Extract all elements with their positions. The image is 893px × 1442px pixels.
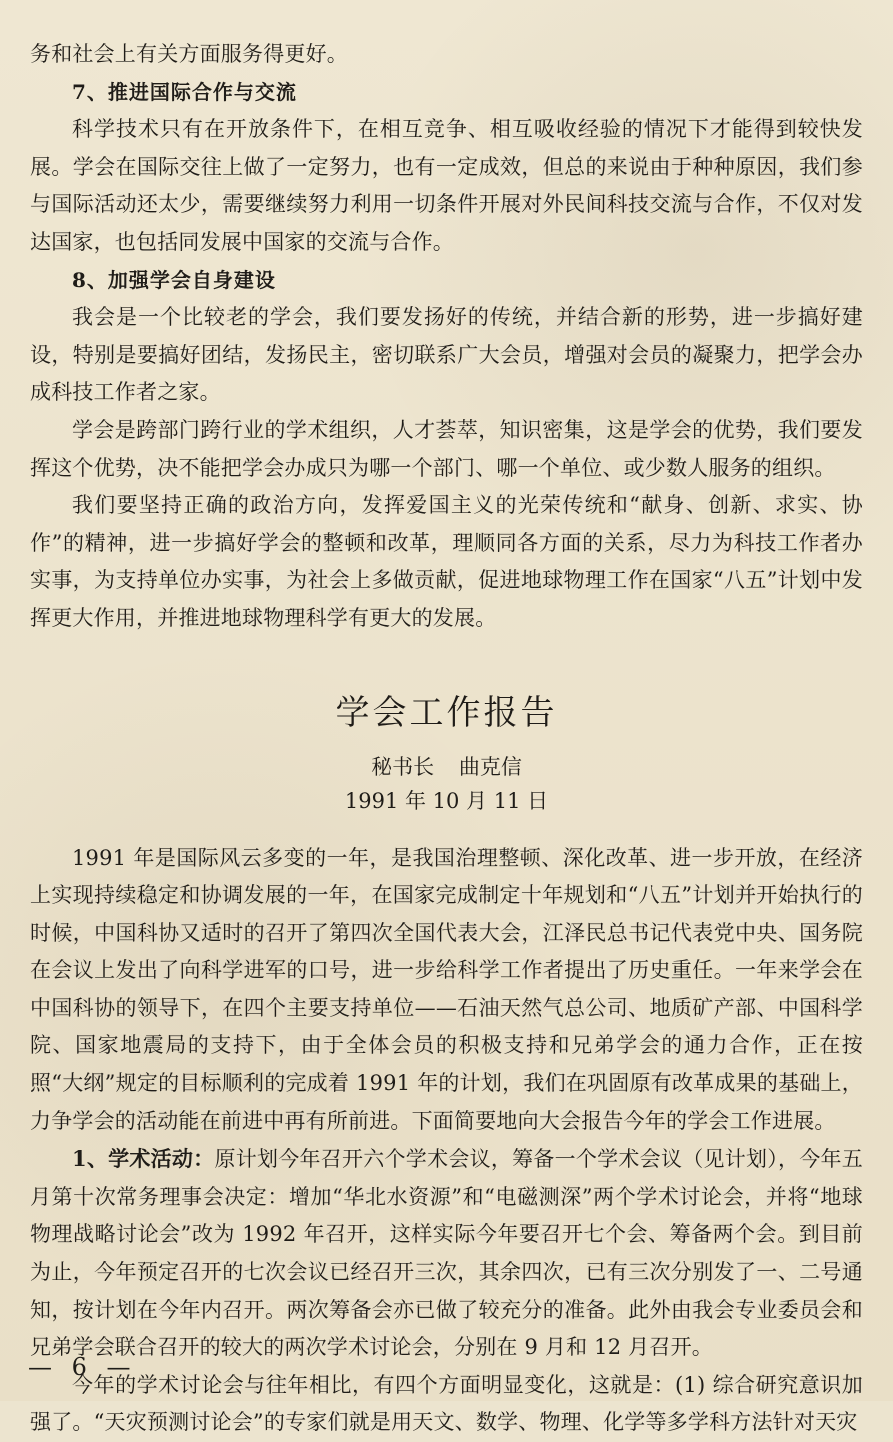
section8-paragraph-1: 我会是一个比较老的学会，我们要发扬好的传统，并结合新的形势，进一步搞好建设，特别是要搞好团结，发扬民主，密切联系广大会员，增强对会员的凝聚力，把学会办成科技工作者之家。 — [30, 299, 863, 412]
section8-paragraph-3: 我们要坚持正确的政治方向，发挥爱国主义的光荣传统和“献身、创新、求实、协作”的精神，进一步搞好学会的整顿和改革，理顺同各方面的关系，尽力为科技工作者办实事，为支持单位办实事，为社会上多做贡献，促进地球物理工作在国家“八五”计划中发挥更大作用，并推进地球物理科学有更大的发展。 — [30, 487, 863, 637]
section7-heading: 7、推进国际合作与交流 — [30, 74, 863, 112]
page-number: — 6 — — [28, 1353, 137, 1381]
academic-activity-paragraph — [30, 1140, 863, 1367]
intro-line: 务和社会上有关方面服务得更好。 — [30, 36, 863, 74]
report-body — [30, 840, 863, 1442]
section7-paragraph: 科学技术只有在开放条件下，在相互竞争、相互吸收经验的情况下才能得到较快发展。学会在国际交往上做了一定努力，也有一定成效，但总的来说由于种种原因，我们参与国际活动还太少，需要继续努力利用一切条件开展对外民间科技交流与合作，不仅对发达国家，也包括同发展中国家的交流与合作。 — [30, 111, 863, 261]
author-line: 秘书长 曲克信 — [30, 750, 863, 784]
academic-paragraph-text: 原计划今年召开六个学术会议，筹备一个学术会议（见计划），今年五月第十次常务理事会决定：增加“华北水资源”和“电磁测深”两个学术讨论会，并将“地球物理战略讨论会”改为 1992 年召开，这样实际今年要召开七个会、筹备两个会。到目前为止，今年预定召开的七次会议已经召开三次，其余四次，已有三次分别发了一、二号通知，按计划在今年内召开。两次筹备会亦已做了较充分的准备。此外由我会专业委员会和兄弟学会联合召开的较大的两次学术讨论会，分别在 9 月和 12 月召开。 — [30, 1147, 863, 1359]
final-paragraph: 今年的学术讨论会与往年相比，有四个方面明显变化，这就是：(1) 综合研究意识加强了。“天灾预测讨论会”的专家们就是用天文、数学、物理、化学等多学科方法针对天灾 — [30, 1367, 863, 1442]
academic-heading: 1、学术活动： — [72, 1146, 214, 1171]
report-title-block — [30, 684, 863, 818]
report-paragraph-1: 1991 年是国际风云多变的一年，是我国治理整顿、深化改革、进一步开放，在经济上实现持续稳定和协调发展的一年，在国家完成制定十年规划和“八五”计划并开始执行的时候，中国科协又适时的召开了第四次全国代表大会，江泽民总书记代表党中央、国务院在会议上发出了向科学进军的口号，进一步给科学工作者提出了历史重任。一年来学会在中国科协的领导下，在四个主要支持单位——石油天然气总公司、地质矿产部、中国科学院、国家地震局的支持下，由于全体会员的积极支持和兄弟学会的通力合作，正在按照“大纲”规定的目标顺利的完成着 1991 年的计划，我们在巩固原有改革成果的基础上，力争学会的活动能在前进中再有所前进。下面简要地向大会报告今年的学会工作进展。 — [30, 840, 863, 1141]
report-title: 学会工作报告 — [30, 684, 863, 742]
section8-paragraph-2: 学会是跨部门跨行业的学术组织，人才荟萃，知识密集，这是学会的优势，我们要发挥这个优势，决不能把学会办成只为哪一个部门、哪一个单位、或少数人服务的组织。 — [30, 412, 863, 487]
report-date: 1991 年 10 月 11 日 — [30, 784, 863, 818]
section8-heading: 8、加强学会自身建设 — [30, 262, 863, 300]
